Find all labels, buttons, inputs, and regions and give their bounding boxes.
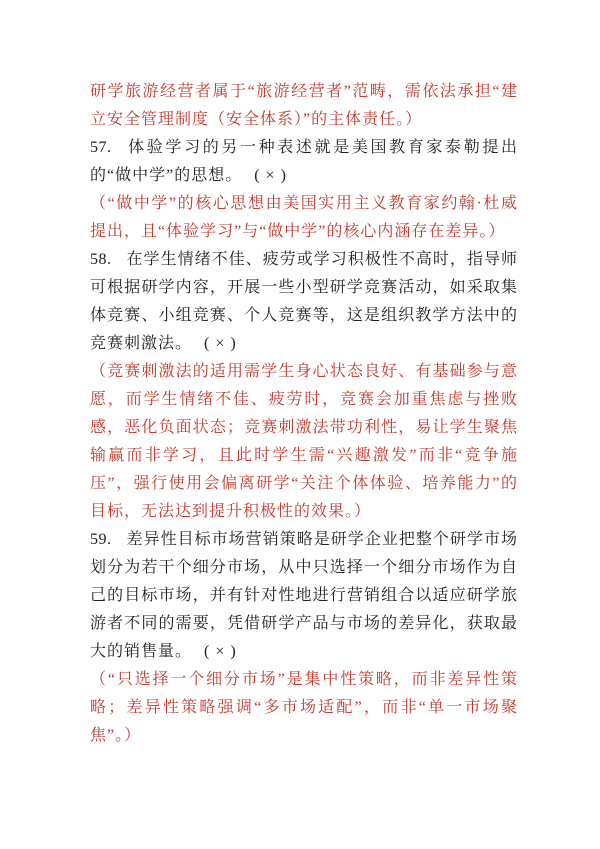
explanation-59-paragraph: （“只选择一个细分市场”是集中性策略，而非差异性策略；差异性策略强调“多市场适配”，而非“单一市场聚焦”。） (90, 671, 518, 744)
question-57-answer-mark: ( × ) (254, 167, 287, 184)
question-59-text: 差异性目标市场营销策略是研学企业把整个研学市场划分为若干个细分市场，从中只选择一个细分市场作为自己的目标市场，并有针对性地进行营销组合以适应研学旅游者不同的需要，凭借研学产品与市场的差异化，获取最大的销售量。 (90, 531, 518, 660)
answer-continuation-paragraph: 研学旅游经营者属于“旅游经营者”范畴，需依法承担“建立安全管理制度（安全体系）”的主体责任。） (90, 83, 518, 128)
question-59-paragraph (90, 526, 518, 666)
explanation-57-paragraph: （“做中学”的核心思想由美国实用主义教育家约翰·杜威提出，且“体验学习”与“做中学”的核心内涵存在差异。） (90, 195, 518, 240)
question-58-number: 58. (90, 251, 112, 268)
question-58-text: 在学生情绪不佳、疲劳或学习积极性不高时，指导师可根据研学内容，开展一些小型研学竞赛活动，如采取集体竞赛、小组竞赛、个人竞赛等，这是组织教学方法中的竞赛刺激法。 (90, 251, 518, 352)
explanation-58-paragraph: （竞赛刺激法的适用需学生身心状态良好、有基础参与意愿，而学生情绪不佳、疲劳时，竞赛会加重焦虑与挫败感，恶化负面状态；竞赛刺激法带功利性，易让学生聚焦输赢而非学习，且此时学生需“兴趣激发”而非“竞争施压”，强行使用会偏离研学“关注个体体验、培养能力”的目标，无法达到提升积极性的效果。） (90, 363, 518, 520)
question-57-number: 57. (90, 139, 112, 156)
question-57-text: 体验学习的另一种表述就是美国教育家泰勒提出的“做中学”的思想。 (90, 139, 518, 184)
question-58-paragraph (90, 246, 518, 358)
question-57-paragraph (90, 134, 518, 190)
question-59-number: 59. (90, 531, 112, 548)
question-58-answer-mark: ( × ) (204, 335, 237, 352)
question-59-answer-mark: ( × ) (204, 643, 237, 660)
document-content (90, 78, 518, 750)
